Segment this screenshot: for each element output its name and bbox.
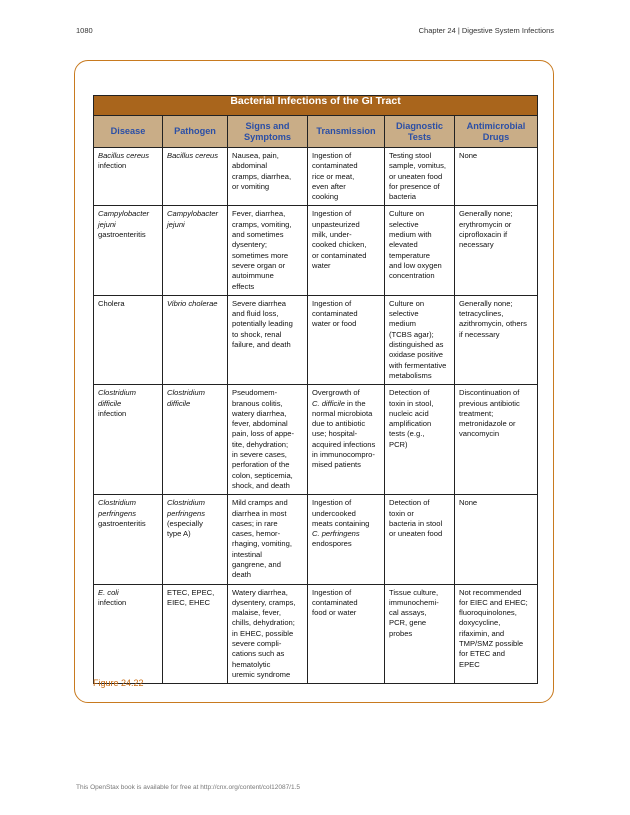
cell-signs: Mild cramps and diarrhea in most cases; in rare cases, hemor- rhaging, vomiting, intestinal gangrene, and death [228, 495, 308, 584]
gi-infections-table [93, 95, 538, 684]
cell-drugs: Not recommended for EIEC and EHEC; fluoroquinolones, doxycycline, rifaximin, and TMP/SMZ possible for ETEC and EPEC [455, 584, 538, 684]
cell-drugs: Discontinuation of previous antibiotic treatment; metronidazole or vancomycin [455, 385, 538, 495]
column-header-drugs: Antimicrobial Drugs [455, 116, 538, 148]
table-row [94, 385, 538, 495]
cell-pathogen: ETEC, EPEC, EIEC, EHEC [163, 584, 228, 684]
cell-tests: Testing stool sample, vomitus, or uneaten food for presence of bacteria [385, 148, 455, 206]
cell-tests: Detection of toxin or bacteria in stool or uneaten food [385, 495, 455, 584]
cell-disease: Clostridium perfringens gastroenteritis [94, 495, 163, 584]
cell-transmission: Ingestion of contaminated food or water [308, 584, 385, 684]
cell-drugs: Generally none; erythromycin or ciprofloxacin if necessary [455, 206, 538, 295]
column-header-disease: Disease [94, 116, 163, 148]
table-row [94, 495, 538, 584]
table-row [94, 148, 538, 206]
cell-drugs: None [455, 148, 538, 206]
cell-signs: Fever, diarrhea, cramps, vomiting, and sometimes dysentery; sometimes more severe organ or autoimmune effects [228, 206, 308, 295]
cell-disease: Bacillus cereus infection [94, 148, 163, 206]
cell-transmission: Ingestion of undercooked meats containing C. perfringens endospores [308, 495, 385, 584]
cell-disease: E. coli infection [94, 584, 163, 684]
table-row [94, 295, 538, 384]
cell-pathogen: Bacillus cereus [163, 148, 228, 206]
cell-transmission: Overgrowth of C. difficile in the normal microbiota due to antibiotic use; hospital- acquired infections in immunocompro- mised patients [308, 385, 385, 495]
cell-transmission: Ingestion of contaminated water or food [308, 295, 385, 384]
cell-pathogen: Campylobacter jejuni [163, 206, 228, 295]
cell-transmission: Ingestion of unpasteurized milk, under- cooked chicken, or contaminated water [308, 206, 385, 295]
page-number: 1080 [76, 26, 93, 35]
cell-tests: Detection of toxin in stool, nucleic acid amplification tests (e.g., PCR) [385, 385, 455, 495]
cell-pathogen: Clostridium perfringens (especially type A) [163, 495, 228, 584]
cell-disease: Cholera [94, 295, 163, 384]
column-header-tests: Diagnostic Tests [385, 116, 455, 148]
table-header-row [94, 116, 538, 148]
column-header-signs: Signs and Symptoms [228, 116, 308, 148]
cell-tests: Culture on selective medium with elevated temperature and low oxygen concentration [385, 206, 455, 295]
cell-disease: Campylobacter jejuni gastroenteritis [94, 206, 163, 295]
chapter-header: Chapter 24 | Digestive System Infections [418, 26, 554, 35]
cell-signs: Pseudomem- branous colitis, watery diarrhea, fever, abdominal pain, loss of appe- tite, dehydration; in severe cases, perforation of the colon, septicemia, shock, and death [228, 385, 308, 495]
cell-drugs: None [455, 495, 538, 584]
cell-signs: Nausea, pain, abdominal cramps, diarrhea, or vomiting [228, 148, 308, 206]
cell-signs: Severe diarrhea and fluid loss, potentially leading to shock, renal failure, and death [228, 295, 308, 384]
table-row [94, 584, 538, 684]
column-header-pathogen: Pathogen [163, 116, 228, 148]
table-row [94, 206, 538, 295]
cell-drugs: Generally none; tetracyclines, azithromycin, others if necessary [455, 295, 538, 384]
cell-disease: Clostridium difficile infection [94, 385, 163, 495]
table-title: Bacterial Infections of the GI Tract [94, 96, 538, 116]
cell-pathogen: Vibrio cholerae [163, 295, 228, 384]
page-footer: This OpenStax book is available for free at http://cnx.org/content/col12087/1.5 [76, 784, 301, 791]
cell-transmission: Ingestion of contaminated rice or meat, even after cooking [308, 148, 385, 206]
table-body [94, 148, 538, 684]
cell-tests: Culture on selective medium (TCBS agar); distinguished as oxidase positive with fermentative metabolisms [385, 295, 455, 384]
cell-signs: Watery diarrhea, dysentery, cramps, malaise, fever, chills, dehydration; in EHEC, possible severe compli- cations such as hematolytic uremic syndrome [228, 584, 308, 684]
figure-caption: Figure 24.22 [93, 678, 144, 688]
cell-pathogen: Clostridium difficile [163, 385, 228, 495]
column-header-transmission: Transmission [308, 116, 385, 148]
cell-tests: Tissue culture, immunochemi- cal assays, PCR, gene probes [385, 584, 455, 684]
